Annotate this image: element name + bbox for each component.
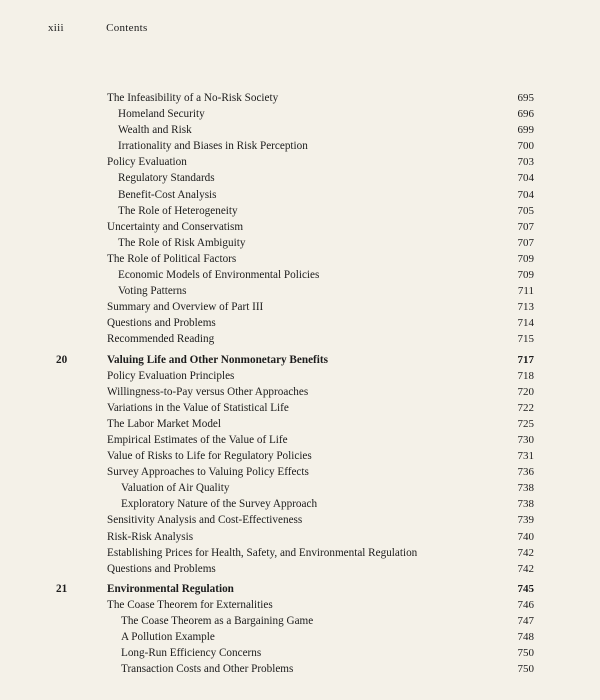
toc-entry-title: Voting Patterns: [118, 285, 187, 298]
toc-entry-title: Exploratory Nature of the Survey Approach: [121, 498, 318, 511]
toc-entry-row: [0, 219, 600, 235]
toc-entry-row: [0, 368, 600, 384]
toc-entry-row: [0, 331, 600, 347]
toc-page-number: 725: [517, 417, 534, 430]
toc-entry-row: [0, 464, 600, 480]
toc-entry-row: [0, 267, 600, 283]
toc-page-number: 742: [517, 562, 534, 575]
toc-page-number: 705: [517, 204, 534, 217]
toc-page-number: 718: [517, 369, 534, 382]
toc-chapter-row: [0, 352, 600, 368]
toc-entry-title: Questions and Problems: [107, 317, 216, 330]
toc-page-number: 722: [517, 401, 534, 414]
toc-chapter-row: [0, 581, 600, 597]
toc-entry-title: The Infeasibility of a No-Risk Society: [107, 92, 279, 104]
toc-entry-title: The Role of Heterogeneity: [118, 204, 238, 217]
toc-page-number: 700: [517, 140, 534, 153]
toc-entry-row: [0, 613, 600, 629]
toc-entry-title: Summary and Overview of Part III: [107, 301, 264, 314]
toc-entry-row: [0, 299, 600, 315]
toc-entry-title: Homeland Security: [118, 108, 205, 121]
toc-entry-row: [0, 512, 600, 528]
toc-entry-row: [0, 545, 600, 561]
toc-entry-row: [0, 106, 600, 122]
toc-entry-title: Irrationality and Biases in Risk Perception: [118, 140, 308, 153]
toc-entry-row: [0, 661, 600, 677]
toc-entry-title: Risk-Risk Analysis: [107, 530, 194, 543]
toc-page-number: 750: [517, 647, 534, 660]
toc-entry-row: [0, 448, 600, 464]
toc-entry-row: [0, 154, 600, 170]
toc-entry-title: The Labor Market Model: [107, 417, 222, 430]
toc-entry-title: Regulatory Standards: [118, 172, 215, 185]
toc-page-number: 747: [517, 615, 534, 627]
toc-entry-title: Variations in the Value of Statistical Life: [107, 401, 289, 414]
toc-entry-row: [0, 251, 600, 267]
toc-page-number: 713: [517, 301, 534, 314]
toc-entry-row: [0, 187, 600, 203]
running-title: Contents: [106, 22, 148, 34]
toc-page-number: 707: [517, 220, 534, 233]
toc-page-number: 715: [517, 333, 534, 346]
toc-entry-row: [0, 235, 600, 251]
toc-entry-title: Value of Risks to Life for Regulatory Policies: [107, 450, 312, 463]
toc-entry-title: Survey Approaches to Valuing Policy Effects: [107, 466, 309, 479]
toc-page-number: 738: [517, 498, 534, 511]
toc-entry-title: Empirical Estimates of the Value of Life: [107, 433, 288, 446]
toc-entry-row: [0, 432, 600, 448]
toc-entry-row: [0, 529, 600, 545]
toc-page-number: 704: [517, 188, 534, 201]
toc-entry-title: Long-Run Efficiency Concerns: [121, 647, 262, 660]
toc-entry-row: [0, 561, 600, 577]
toc-page-number: 704: [517, 172, 534, 185]
toc-entry-title: Policy Evaluation Principles: [107, 369, 235, 382]
toc-entry-row: [0, 315, 600, 331]
chapter-number: 21: [56, 582, 68, 595]
toc-page-number: 740: [517, 530, 534, 543]
toc-page-number: 746: [517, 598, 534, 611]
toc-entry-title: Sensitivity Analysis and Cost-Effectiveness: [107, 514, 303, 527]
toc-entry-row: [0, 283, 600, 299]
toc-entry-title: Establishing Prices for Health, Safety, and Environmental Regulation: [107, 546, 418, 559]
toc-page-number: 739: [517, 514, 534, 527]
toc-entry-title: Environmental Regulation: [107, 582, 234, 595]
toc-page-number: 709: [517, 269, 534, 282]
toc-page-number: 714: [517, 317, 534, 330]
toc-entry-title: Economic Models of Environmental Policies: [118, 269, 320, 282]
table-of-contents: [0, 90, 600, 677]
toc-entry-title: The Coase Theorem as a Bargaining Game: [121, 615, 314, 627]
toc-entry-row: [0, 416, 600, 432]
toc-page-number: 730: [517, 433, 534, 446]
toc-page-number: 717: [517, 353, 534, 366]
toc-page-number: 707: [517, 236, 534, 249]
toc-entry-title: Transaction Costs and Other Problems: [121, 663, 294, 676]
toc-entry-row: [0, 384, 600, 400]
toc-entry-title: A Pollution Example: [121, 631, 215, 644]
toc-page-number: 736: [517, 466, 534, 479]
toc-page-number: 695: [517, 92, 534, 104]
toc-page-number: 696: [517, 108, 534, 121]
toc-entry-title: Wealth and Risk: [118, 124, 192, 137]
toc-entry-row: [0, 138, 600, 154]
toc-entry-row: [0, 90, 600, 106]
chapter-number: 20: [56, 353, 68, 366]
toc-entry-title: The Coase Theorem for Externalities: [107, 598, 273, 611]
toc-entry-row: [0, 629, 600, 645]
toc-page-number: 699: [517, 124, 534, 137]
toc-entry-row: [0, 597, 600, 613]
toc-page-number: 745: [517, 582, 534, 595]
toc-entry-row: [0, 170, 600, 186]
toc-page-number: 731: [517, 450, 534, 463]
toc-page-number: 742: [517, 546, 534, 559]
toc-entry-row: [0, 203, 600, 219]
toc-entry-row: [0, 645, 600, 661]
toc-page-number: 738: [517, 482, 534, 495]
toc-entry-title: The Role of Political Factors: [107, 252, 237, 265]
toc-entry-title: Uncertainty and Conservatism: [107, 220, 244, 233]
running-header: [48, 22, 148, 34]
toc-entry-title: Valuation of Air Quality: [121, 482, 230, 495]
toc-entry-title: Benefit-Cost Analysis: [118, 188, 217, 201]
toc-entry-title: Questions and Problems: [107, 562, 216, 575]
toc-entry-row: [0, 480, 600, 496]
toc-entry-title: The Role of Risk Ambiguity: [118, 236, 246, 249]
toc-page-number: 748: [517, 631, 534, 644]
toc-page-number: 750: [517, 663, 534, 676]
toc-entry-title: Policy Evaluation: [107, 156, 187, 169]
toc-page-number: 711: [517, 285, 534, 298]
toc-entry-row: [0, 400, 600, 416]
toc-entry-title: Recommended Reading: [107, 333, 215, 346]
toc-entry-row: [0, 496, 600, 512]
toc-entry-title: Valuing Life and Other Nonmonetary Benefits: [107, 353, 328, 366]
toc-entry-row: [0, 122, 600, 138]
toc-page-number: 703: [517, 156, 534, 169]
toc-entry-title: Willingness-to-Pay versus Other Approaches: [107, 385, 309, 398]
toc-page-number: 720: [517, 385, 534, 398]
toc-page-number: 709: [517, 252, 534, 265]
page-number: xiii: [48, 22, 64, 34]
